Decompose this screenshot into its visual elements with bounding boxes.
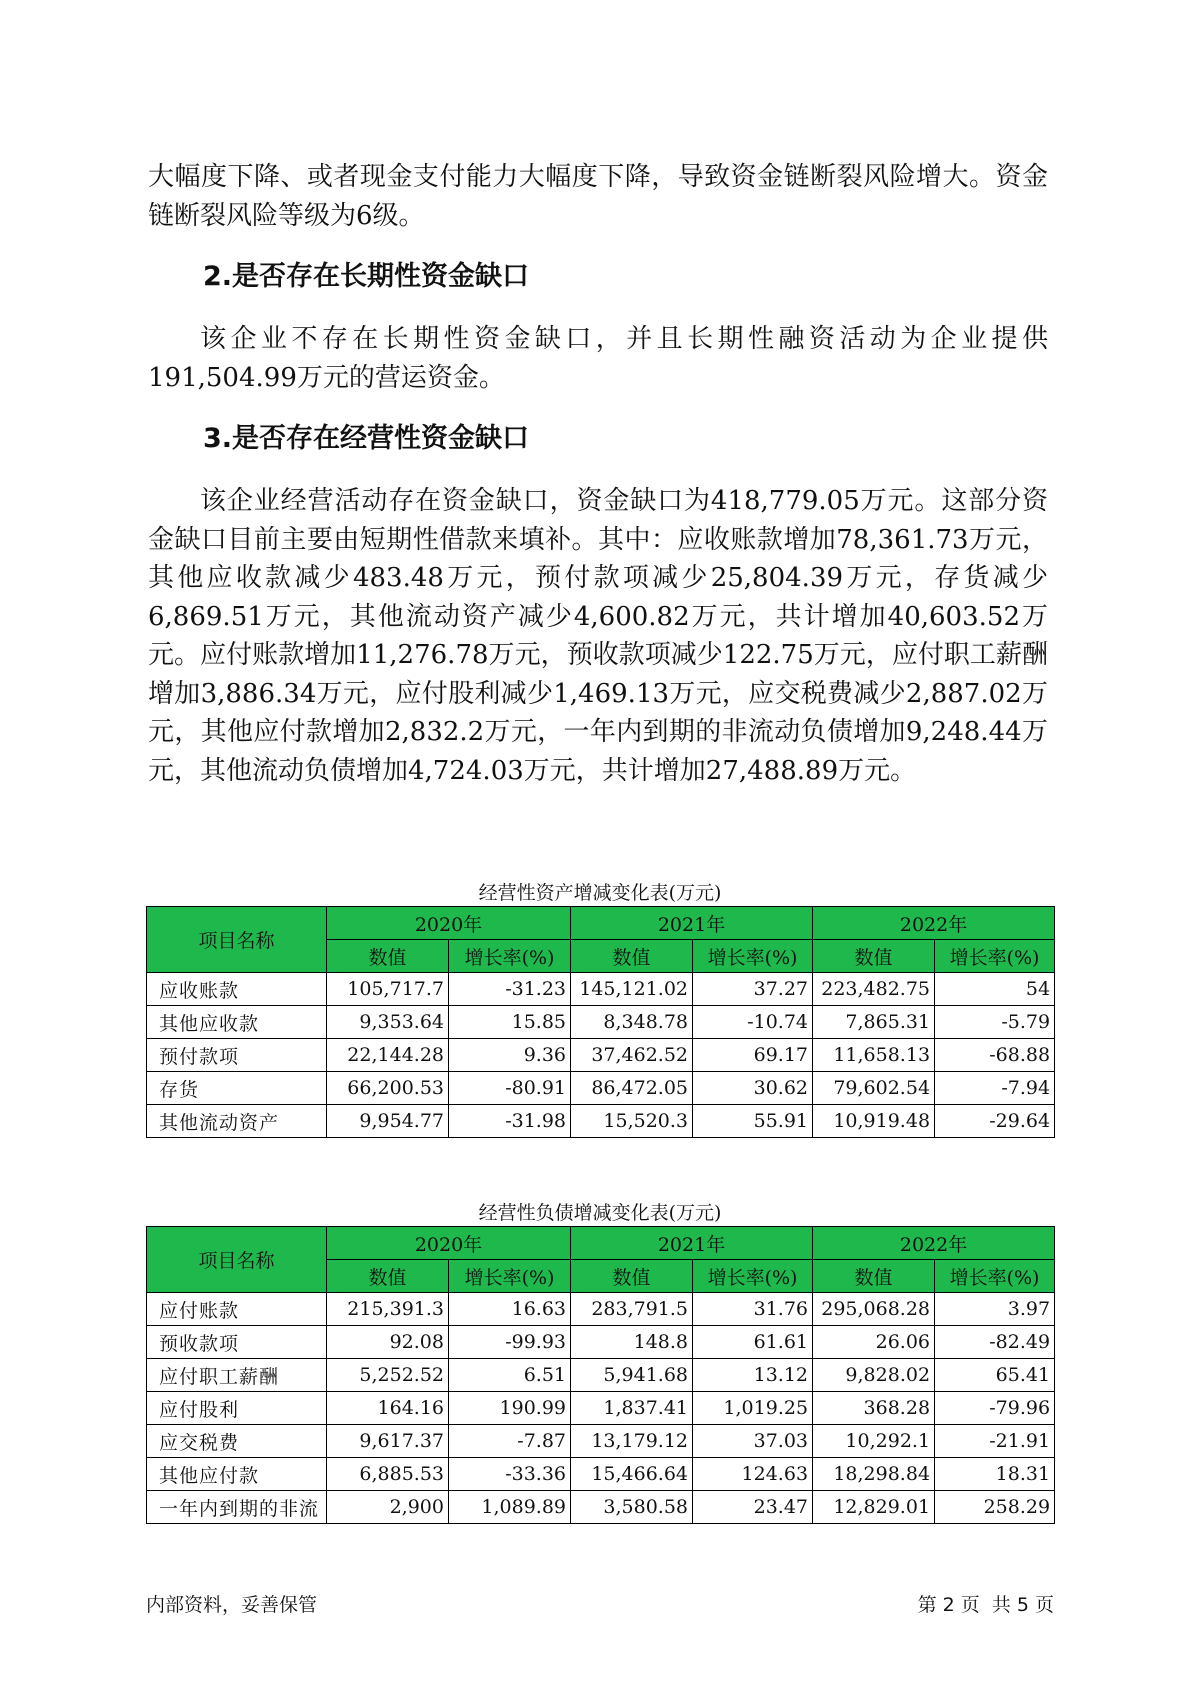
cell-growth-rate: 31.76: [693, 1293, 813, 1326]
header-year-2020: 2020年: [327, 907, 571, 940]
cell-value: 9,617.37: [327, 1425, 449, 1458]
row-item-name: 预收款项: [147, 1326, 327, 1359]
cell-value: 145,121.02: [571, 973, 693, 1006]
row-item-name: 应付职工薪酬: [147, 1359, 327, 1392]
cell-growth-rate: -31.23: [449, 973, 571, 1006]
header-growth-rate: 增长率(%): [449, 940, 571, 973]
header-growth-rate: 增长率(%): [449, 1260, 571, 1293]
cell-value: 9,353.64: [327, 1006, 449, 1039]
cell-value: 6,885.53: [327, 1458, 449, 1491]
header-value: 数值: [571, 940, 693, 973]
cell-growth-rate: -21.91: [935, 1425, 1055, 1458]
cell-value: 9,828.02: [813, 1359, 935, 1392]
table-row: [147, 1006, 1055, 1039]
cell-value: 164.16: [327, 1392, 449, 1425]
cell-growth-rate: 18.31: [935, 1458, 1055, 1491]
cell-growth-rate: -33.36: [449, 1458, 571, 1491]
table-row: [147, 1072, 1055, 1105]
table-row: [147, 1392, 1055, 1425]
cell-value: 8,348.78: [571, 1006, 693, 1039]
cell-growth-rate: 30.62: [693, 1072, 813, 1105]
cell-value: 79,602.54: [813, 1072, 935, 1105]
cell-value: 15,520.3: [571, 1105, 693, 1138]
cell-growth-rate: 15.85: [449, 1006, 571, 1039]
table-row: [147, 1458, 1055, 1491]
cell-growth-rate: 1,019.25: [693, 1392, 813, 1425]
header-item-name: 项目名称: [147, 907, 327, 973]
cell-growth-rate: 124.63: [693, 1458, 813, 1491]
cell-value: 283,791.5: [571, 1293, 693, 1326]
header-growth-rate: 增长率(%): [693, 1260, 813, 1293]
row-item-name: 其他流动资产: [147, 1105, 327, 1138]
row-item-name: 应付股利: [147, 1392, 327, 1425]
header-value: 数值: [813, 940, 935, 973]
cell-value: 18,298.84: [813, 1458, 935, 1491]
liabilities-table-title: 经营性负债增减变化表(万元): [478, 1202, 722, 1224]
cell-growth-rate: 54: [935, 973, 1055, 1006]
header-growth-rate: 增长率(%): [693, 940, 813, 973]
row-item-name: 应交税费: [147, 1425, 327, 1458]
cell-growth-rate: 13.12: [693, 1359, 813, 1392]
cell-growth-rate: -7.87: [449, 1425, 571, 1458]
row-item-name: 应付账款: [147, 1293, 327, 1326]
table-row: [147, 1491, 1055, 1524]
cell-growth-rate: 16.63: [449, 1293, 571, 1326]
cell-value: 11,658.13: [813, 1039, 935, 1072]
cell-growth-rate: 37.27: [693, 973, 813, 1006]
liabilities-table: [146, 1226, 1055, 1524]
header-year-2020: 2020年: [327, 1227, 571, 1260]
cell-growth-rate: -7.94: [935, 1072, 1055, 1105]
cell-value: 10,919.48: [813, 1105, 935, 1138]
cell-growth-rate: -82.49: [935, 1326, 1055, 1359]
header-item-name: 项目名称: [147, 1227, 327, 1293]
header-value: 数值: [571, 1260, 693, 1293]
header-year-2021: 2021年: [571, 1227, 813, 1260]
row-item-name: 预付款项: [147, 1039, 327, 1072]
cell-growth-rate: -68.88: [935, 1039, 1055, 1072]
liabilities-table-body: [147, 1293, 1055, 1524]
cell-growth-rate: 61.61: [693, 1326, 813, 1359]
header-year-2021: 2021年: [571, 907, 813, 940]
table-row: [147, 1105, 1055, 1138]
cell-value: 12,829.01: [813, 1491, 935, 1524]
header-value: 数值: [327, 940, 449, 973]
cell-growth-rate: -79.96: [935, 1392, 1055, 1425]
cell-growth-rate: 23.47: [693, 1491, 813, 1524]
row-item-name: 其他应付款: [147, 1458, 327, 1491]
table-row: [147, 1425, 1055, 1458]
header-value: 数值: [327, 1260, 449, 1293]
cell-growth-rate: 3.97: [935, 1293, 1055, 1326]
cell-growth-rate: 190.99: [449, 1392, 571, 1425]
cell-growth-rate: 1,089.89: [449, 1491, 571, 1524]
cell-value: 148.8: [571, 1326, 693, 1359]
row-item-name: 一年内到期的非流: [147, 1491, 327, 1524]
cell-growth-rate: 6.51: [449, 1359, 571, 1392]
cell-value: 10,292.1: [813, 1425, 935, 1458]
cell-value: 368.28: [813, 1392, 935, 1425]
paragraph-long-term-gap: 该企业不存在长期性资金缺口，并且长期性融资活动为企业提供191,504.99万元的营运资金。: [148, 324, 1048, 393]
heading-operating-gap: 3.是否存在经营性资金缺口: [203, 423, 530, 454]
header-value: 数值: [813, 1260, 935, 1293]
assets-table: [146, 906, 1055, 1138]
cell-value: 223,482.75: [813, 973, 935, 1006]
cell-value: 3,580.58: [571, 1491, 693, 1524]
header-growth-rate: 增长率(%): [935, 940, 1055, 973]
cell-value: 5,252.52: [327, 1359, 449, 1392]
cell-growth-rate: 55.91: [693, 1105, 813, 1138]
cell-value: 2,900: [327, 1491, 449, 1524]
row-item-name: 应收账款: [147, 973, 327, 1006]
cell-value: 13,179.12: [571, 1425, 693, 1458]
cell-growth-rate: -5.79: [935, 1006, 1055, 1039]
cell-value: 22,144.28: [327, 1039, 449, 1072]
cell-growth-rate: 258.29: [935, 1491, 1055, 1524]
cell-growth-rate: -10.74: [693, 1006, 813, 1039]
assets-table-body: [147, 973, 1055, 1138]
table-row: [147, 1326, 1055, 1359]
table-row: [147, 1039, 1055, 1072]
cell-growth-rate: -29.64: [935, 1105, 1055, 1138]
cell-growth-rate: -31.98: [449, 1105, 571, 1138]
row-item-name: 其他应收款: [147, 1006, 327, 1039]
paragraph-operating-gap: 该企业经营活动存在资金缺口，资金缺口为418,779.05万元。这部分资金缺口目前主要由短期性借款来填补。其中：应收账款增加78,361.73万元，其他应收款减少483.48万元，预付款项减少25,804.39万元，存货减少6,869.51万元，其他流动资产减少4,600.82万元，共计增加40,603.52万元。应付账款增加11,276.78万元，预收款项减少122.75万元，应付职工薪酬增加3,886.34万元，应付股利减少1,469.13万元，应交税费减少2,887.02万元，其他应付款增加2,832.2万元，一年内到期的非流动负债增加9,248.44万元，其他流动负债增加4,724.03万元，共计增加27,488.89万元。: [148, 486, 1048, 786]
cell-growth-rate: 69.17: [693, 1039, 813, 1072]
cell-growth-rate: -99.93: [449, 1326, 571, 1359]
header-year-2022: 2022年: [813, 907, 1055, 940]
header-year-2022: 2022年: [813, 1227, 1055, 1260]
cell-value: 215,391.3: [327, 1293, 449, 1326]
cell-value: 105,717.7: [327, 973, 449, 1006]
table-row: [147, 973, 1055, 1006]
cell-value: 7,865.31: [813, 1006, 935, 1039]
cell-value: 1,837.41: [571, 1392, 693, 1425]
cell-growth-rate: 9.36: [449, 1039, 571, 1072]
cell-value: 5,941.68: [571, 1359, 693, 1392]
assets-table-title: 经营性资产增减变化表(万元): [478, 882, 722, 904]
header-growth-rate: 增长率(%): [935, 1260, 1055, 1293]
cell-value: 26.06: [813, 1326, 935, 1359]
paragraph-risk-level: 大幅度下降、或者现金支付能力大幅度下降，导致资金链断裂风险增大。资金链断裂风险等级为6级。: [148, 162, 1048, 231]
cell-value: 37,462.52: [571, 1039, 693, 1072]
footer-page-number: 第 2 页 共 5 页: [917, 1594, 1054, 1616]
cell-value: 86,472.05: [571, 1072, 693, 1105]
cell-value: 9,954.77: [327, 1105, 449, 1138]
cell-value: 15,466.64: [571, 1458, 693, 1491]
cell-growth-rate: -80.91: [449, 1072, 571, 1105]
table-row: [147, 1293, 1055, 1326]
cell-growth-rate: 65.41: [935, 1359, 1055, 1392]
footer-confidential-note: 内部资料，妥善保管: [146, 1594, 318, 1616]
heading-long-term-gap: 2.是否存在长期性资金缺口: [203, 261, 530, 292]
cell-growth-rate: 37.03: [693, 1425, 813, 1458]
row-item-name: 存货: [147, 1072, 327, 1105]
cell-value: 66,200.53: [327, 1072, 449, 1105]
cell-value: 92.08: [327, 1326, 449, 1359]
cell-value: 295,068.28: [813, 1293, 935, 1326]
table-row: [147, 1359, 1055, 1392]
